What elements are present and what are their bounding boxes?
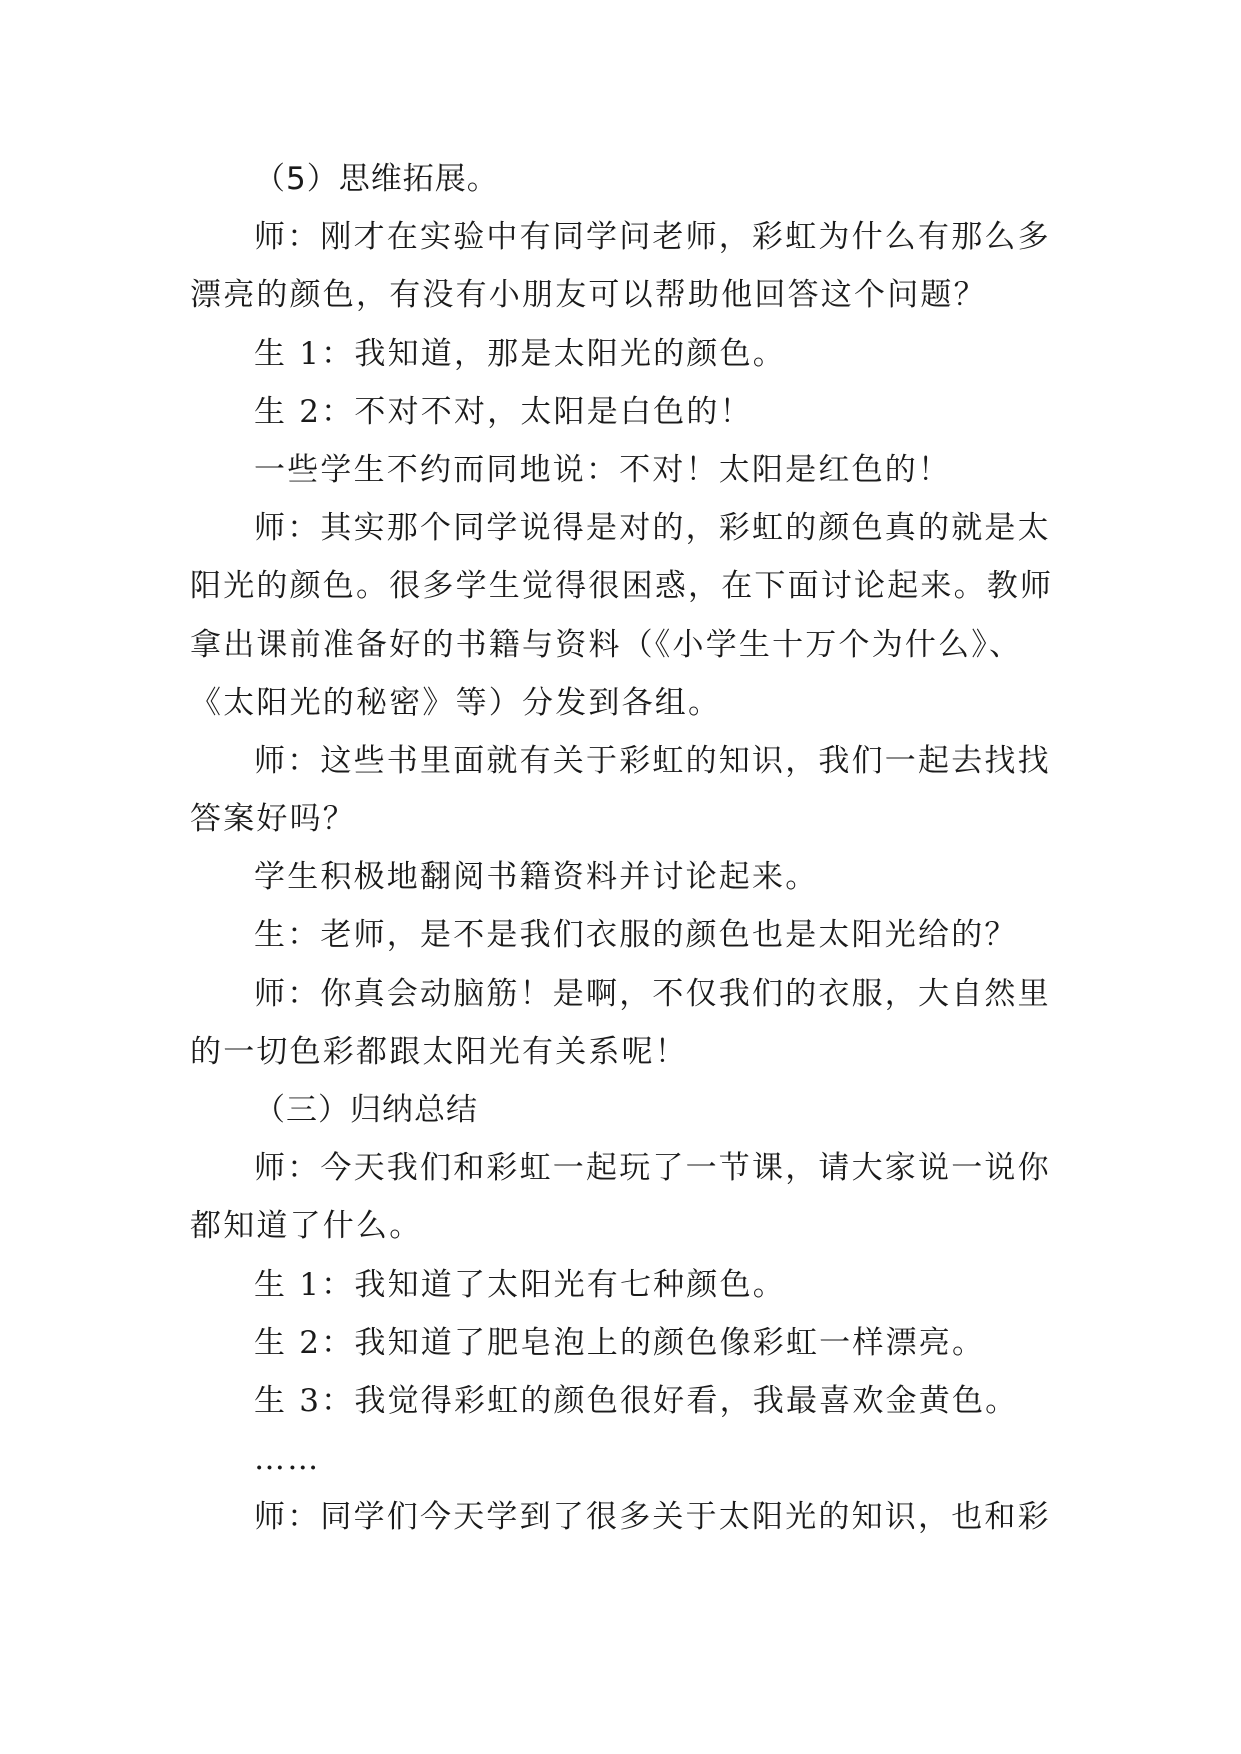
paragraph-line: 阳光的颜色。很多学生觉得很困惑，在下面讨论起来。教师 xyxy=(190,568,1054,605)
paragraph-line: 的一切色彩都跟太阳光有关系呢！ xyxy=(190,1033,688,1070)
paragraph-line: 师：这些书里面就有关于彩虹的知识，我们一起去找找 xyxy=(254,742,1051,779)
paragraph-line: 一些学生不约而同地说：不对！太阳是红色的！ xyxy=(254,451,952,488)
paragraph-line: 生 3：我觉得彩虹的颜色很好看，我最喜欢金黄色。 xyxy=(254,1382,1019,1419)
paragraph-line: 师：刚才在实验中有同学问老师，彩虹为什么有那么多 xyxy=(254,219,1051,256)
paragraph-line: 答案好吗？ xyxy=(190,801,356,838)
section-heading: （5）思维拓展。 xyxy=(254,161,499,197)
document-body xyxy=(190,150,1061,1547)
paragraph-line: 生 1：我知道了太阳光有七种颜色。 xyxy=(254,1266,786,1303)
paragraph-line: 生 2：我知道了肥皂泡上的颜色像彩虹一样漂亮。 xyxy=(254,1324,986,1361)
paragraph-line: 拿出课前准备好的书籍与资料（《小学生十万个为什么》、 xyxy=(190,626,1023,663)
paragraph-line: 学生积极地翻阅书籍资料并讨论起来。 xyxy=(254,859,819,896)
paragraph-line: 生：老师，是不是我们衣服的颜色也是太阳光给的？ xyxy=(254,917,1018,954)
paragraph-line: 《太阳光的秘密》等）分发到各组。 xyxy=(190,684,722,721)
paragraph-line: 师：你真会动脑筋！是啊，不仅我们的衣服，大自然里 xyxy=(254,975,1051,1012)
paragraph-line: 师：今天我们和彩虹一起玩了一节课，请大家说一说你 xyxy=(254,1150,1051,1187)
paragraph-line: 生 2：不对不对，太阳是白色的！ xyxy=(254,393,753,430)
ellipsis-line: …… xyxy=(254,1441,321,1478)
section-heading: （三）归纳总结 xyxy=(254,1092,478,1128)
paragraph-line: 生 1：我知道，那是太阳光的颜色。 xyxy=(254,335,786,372)
paragraph-line: 都知道了什么。 xyxy=(190,1208,423,1245)
paragraph-line: 师：同学们今天学到了很多关于太阳光的知识，也和彩 xyxy=(254,1499,1051,1536)
paragraph-line: 师：其实那个同学说得是对的，彩虹的颜色真的就是太 xyxy=(254,510,1051,547)
paragraph-line: 漂亮的颜色，有没有小朋友可以帮助他回答这个问题？ xyxy=(190,277,987,314)
